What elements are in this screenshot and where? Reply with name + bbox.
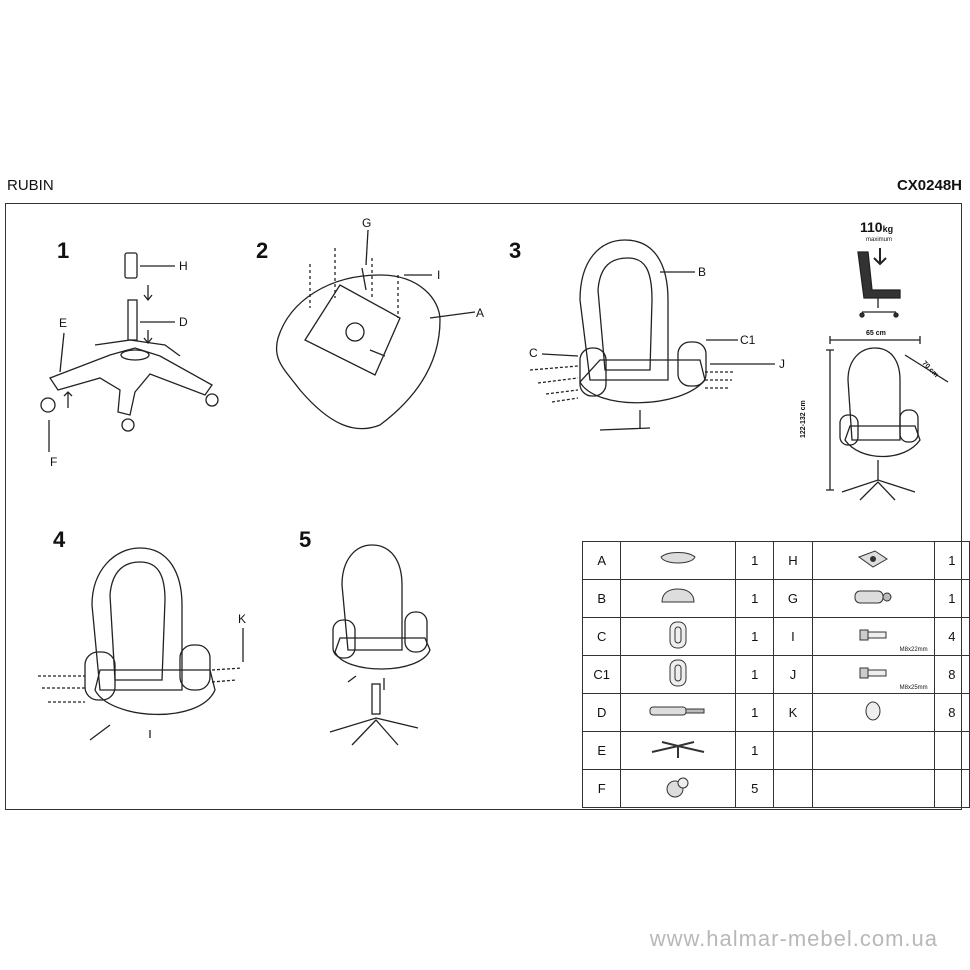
part-id: E <box>583 732 621 770</box>
part-icon <box>621 656 736 694</box>
part-icon <box>812 618 934 656</box>
part-id <box>774 770 812 808</box>
part-id: D <box>583 694 621 732</box>
step2-seat-illustration <box>277 230 475 429</box>
dimension-depth: 70 cm <box>920 360 940 379</box>
part-icon <box>812 732 934 770</box>
step1-star-base-illustration <box>41 253 218 452</box>
callout-label: J <box>779 357 785 371</box>
step-number: 4 <box>53 527 66 552</box>
part-qty <box>934 770 969 808</box>
part-qty: 1 <box>736 694 774 732</box>
cap-icon <box>863 710 883 725</box>
bolt-spec: M8x25mm <box>899 685 928 691</box>
bolt-spec: M8x22mm <box>899 647 928 653</box>
capacity-value: 110kg <box>860 219 894 235</box>
parts-row <box>583 656 970 694</box>
part-qty: 1 <box>736 542 774 580</box>
bolt-icon <box>858 630 888 645</box>
part-qty: 1 <box>934 580 969 618</box>
part-icon <box>621 732 736 770</box>
part-icon <box>812 694 934 732</box>
part-id: I <box>774 618 812 656</box>
callout-label: I <box>437 268 441 282</box>
part-qty: 1 <box>736 732 774 770</box>
parts-row <box>583 542 970 580</box>
part-icon <box>621 770 736 808</box>
callout-label: C1 <box>740 333 756 347</box>
product-name: RUBIN <box>7 177 54 194</box>
part-icon <box>621 542 736 580</box>
armrest-icon <box>667 638 689 653</box>
star-base-icon <box>648 748 708 763</box>
callout-label: D <box>179 315 188 329</box>
dimension-width: 65 cm <box>866 330 886 337</box>
dimension-chair-illustration <box>826 336 948 500</box>
part-qty: 1 <box>934 542 969 580</box>
parts-row <box>583 770 970 808</box>
part-qty: 1 <box>736 656 774 694</box>
part-icon <box>621 580 736 618</box>
part-icon <box>812 656 934 694</box>
part-icon <box>812 580 934 618</box>
capacity-note: maximum <box>866 237 893 243</box>
parts-row <box>583 618 970 656</box>
watermark: www.halmar-mebel.com.ua <box>649 926 938 951</box>
part-qty: 4 <box>934 618 969 656</box>
callout-label: H <box>179 259 188 273</box>
step-number: 2 <box>256 238 269 263</box>
cover-icon <box>851 594 895 609</box>
product-code: CX0248H <box>896 177 962 194</box>
part-icon <box>812 542 934 580</box>
bolt-icon <box>858 668 888 683</box>
parts-table <box>582 541 970 808</box>
part-id: C1 <box>583 656 621 694</box>
part-icon <box>621 618 736 656</box>
part-qty: 5 <box>736 770 774 808</box>
step-number: 1 <box>57 238 70 263</box>
step4-chair-illustration <box>38 548 243 740</box>
callout-label: E <box>59 316 68 330</box>
gas-lift-icon <box>648 706 708 721</box>
step5-chair-illustration <box>330 545 430 745</box>
part-id: C <box>583 618 621 656</box>
part-qty <box>934 732 969 770</box>
caster-icon <box>665 787 691 802</box>
mechanism-icon <box>855 559 891 574</box>
step-number: 5 <box>299 527 312 552</box>
part-qty: 8 <box>934 656 969 694</box>
parts-row <box>583 580 970 618</box>
backrest-icon <box>658 596 698 611</box>
part-qty: 1 <box>736 618 774 656</box>
seat-icon <box>658 557 698 572</box>
part-id: G <box>774 580 812 618</box>
part-id: J <box>774 656 812 694</box>
part-id: K <box>774 694 812 732</box>
part-id: B <box>583 580 621 618</box>
part-qty: 8 <box>934 694 969 732</box>
callout-label: K <box>238 612 247 626</box>
dimension-height: 122-132 cm <box>800 400 807 438</box>
part-id: H <box>774 542 812 580</box>
callout-label: G <box>362 216 372 230</box>
capacity-chair-icon <box>858 248 900 317</box>
step-number: 3 <box>509 238 522 263</box>
armrest-icon <box>667 676 689 691</box>
callout-label: B <box>698 265 707 279</box>
callout-label: F <box>50 455 58 469</box>
part-id <box>774 732 812 770</box>
part-id: A <box>583 542 621 580</box>
step3-chair-illustration <box>530 240 775 430</box>
part-icon <box>621 694 736 732</box>
callout-label: C <box>529 346 538 360</box>
parts-row <box>583 732 970 770</box>
callout-label: A <box>476 306 485 320</box>
part-icon <box>812 770 934 808</box>
parts-row <box>583 694 970 732</box>
part-qty: 1 <box>736 580 774 618</box>
part-id: F <box>583 770 621 808</box>
